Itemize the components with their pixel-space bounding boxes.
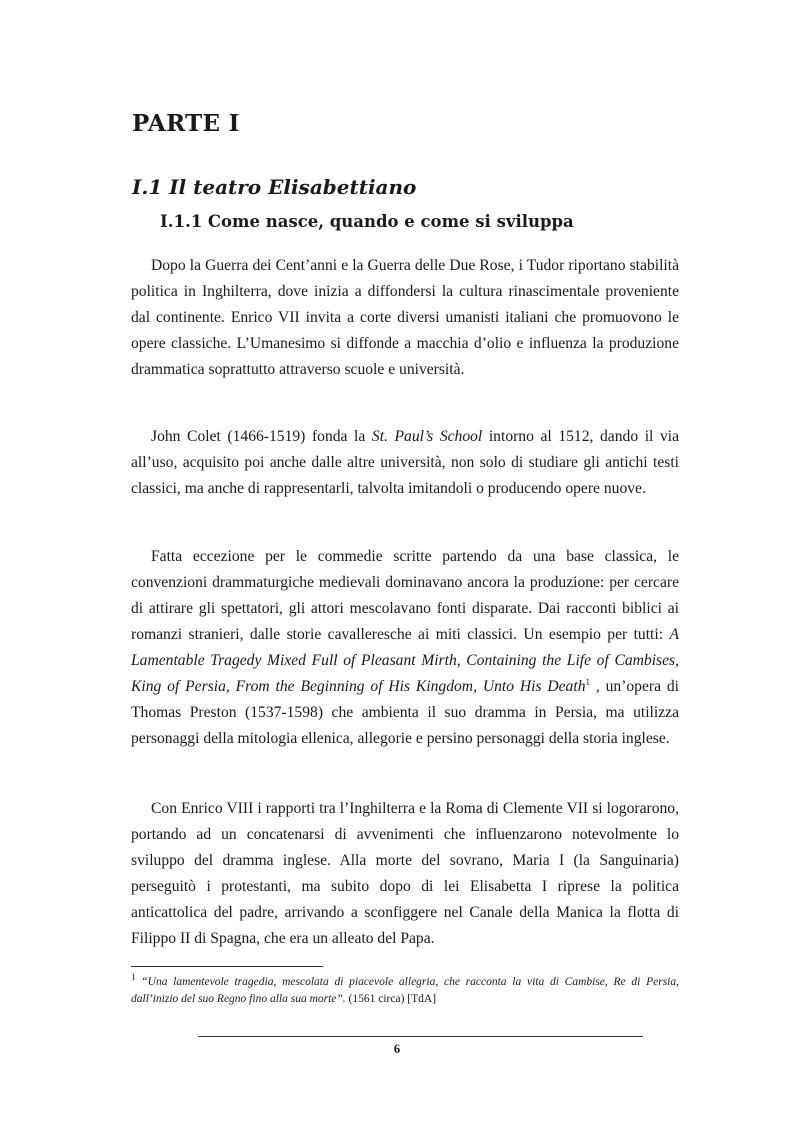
paragraph-2-text-before: John Colet (1466-1519) fonda la: [151, 428, 372, 445]
footnote-separator: [131, 966, 323, 967]
paragraph-2-text-after: intorno al 1512, dando il via all’uso, acquisito poi anche dalle altre università, non solo di studiare gli antichi testi classici, ma anche di rappresentarli, talvolta imitandoli o producendo opere nuove.: [131, 428, 680, 497]
paragraph-3-text-after: , un’opera di Thomas Preston (1537-1598) che ambienta il suo dramma in Persia, ma utilizza personaggi della mitologia ellenica, allegorie e persino personaggi della storia inglese.: [131, 678, 679, 747]
footnote-source: (1561 circa) [TdA]: [345, 993, 437, 1005]
paragraph-4-text: Con Enrico VIII i rapporti tra l’Inghilterra e la Roma di Clemente VII si logorarono, portando ad un concatenarsi di avvenimenti che influenzarono notevolmente lo sviluppo del dramma inglese. Alla morte del sovrano, Maria I (la Sanguinaria) perseguitò i protestanti, ma subito dopo di lei Elisabetta I riprese la politica anticattolica del padre, arrivando a sconfiggere nel Canale della Manica la flotta di Filippo II di Spagna, che era un alleato del Papa.: [131, 800, 679, 947]
footnote: [131, 974, 679, 1008]
footnote-number: 1: [131, 972, 136, 983]
part-title: PARTE I: [132, 110, 240, 137]
section-title: I.1 Il teatro Elisabettiano: [132, 175, 417, 199]
footer-rule: [198, 1036, 643, 1037]
footnote-translation: “Una lamentevole tragedia, mescolata di piacevole allegria, che racconta la vita di Cambise, Re di Persia, dall’inizio del suo Regno fino alla sua morte”.: [131, 976, 679, 1005]
paragraph-4: [131, 796, 679, 952]
page-number: 6: [393, 1042, 401, 1056]
play-title: A Lamentable Tragedy Mixed Full of Pleasant Mirth, Containing the Life of Cambises, King of Persia, From the Beginning of His Kingdom, Unto His Death: [131, 626, 679, 695]
footnote-reference[interactable]: 1: [585, 676, 590, 687]
paragraph-1: [131, 253, 679, 383]
paragraph-3: [131, 544, 679, 752]
subsection-title: I.1.1 Come nasce, quando e come si sviluppa: [160, 212, 574, 231]
paragraph-3-text-before: Fatta eccezione per le commedie scritte partendo da una base classica, le convenzioni drammaturgiche medievali dominavano ancora la produzione: per cercare di attirare gli spettatori, gli attori mescolavano fonti disparate. Dai racconti biblici ai romanzi stranieri, dalle storie cavalleresche ai miti classici. Un esempio per tutti:: [131, 548, 679, 643]
paragraph-1-text: Dopo la Guerra dei Cent’anni e la Guerra delle Due Rose, i Tudor riportano stabilità politica in Inghilterra, dove inizia a diffondersi la cultura rinascimentale proveniente dal continente. Enrico VII invita a corte diversi umanisti italiani che promuovono le opere classiche. L’Umanesimo si diffonde a macchia d’olio e influenza la produzione drammatica soprattutto attraverso scuole e università.: [131, 257, 679, 378]
paragraph-2: [131, 424, 679, 502]
school-name: St. Paul’s School: [371, 428, 483, 445]
